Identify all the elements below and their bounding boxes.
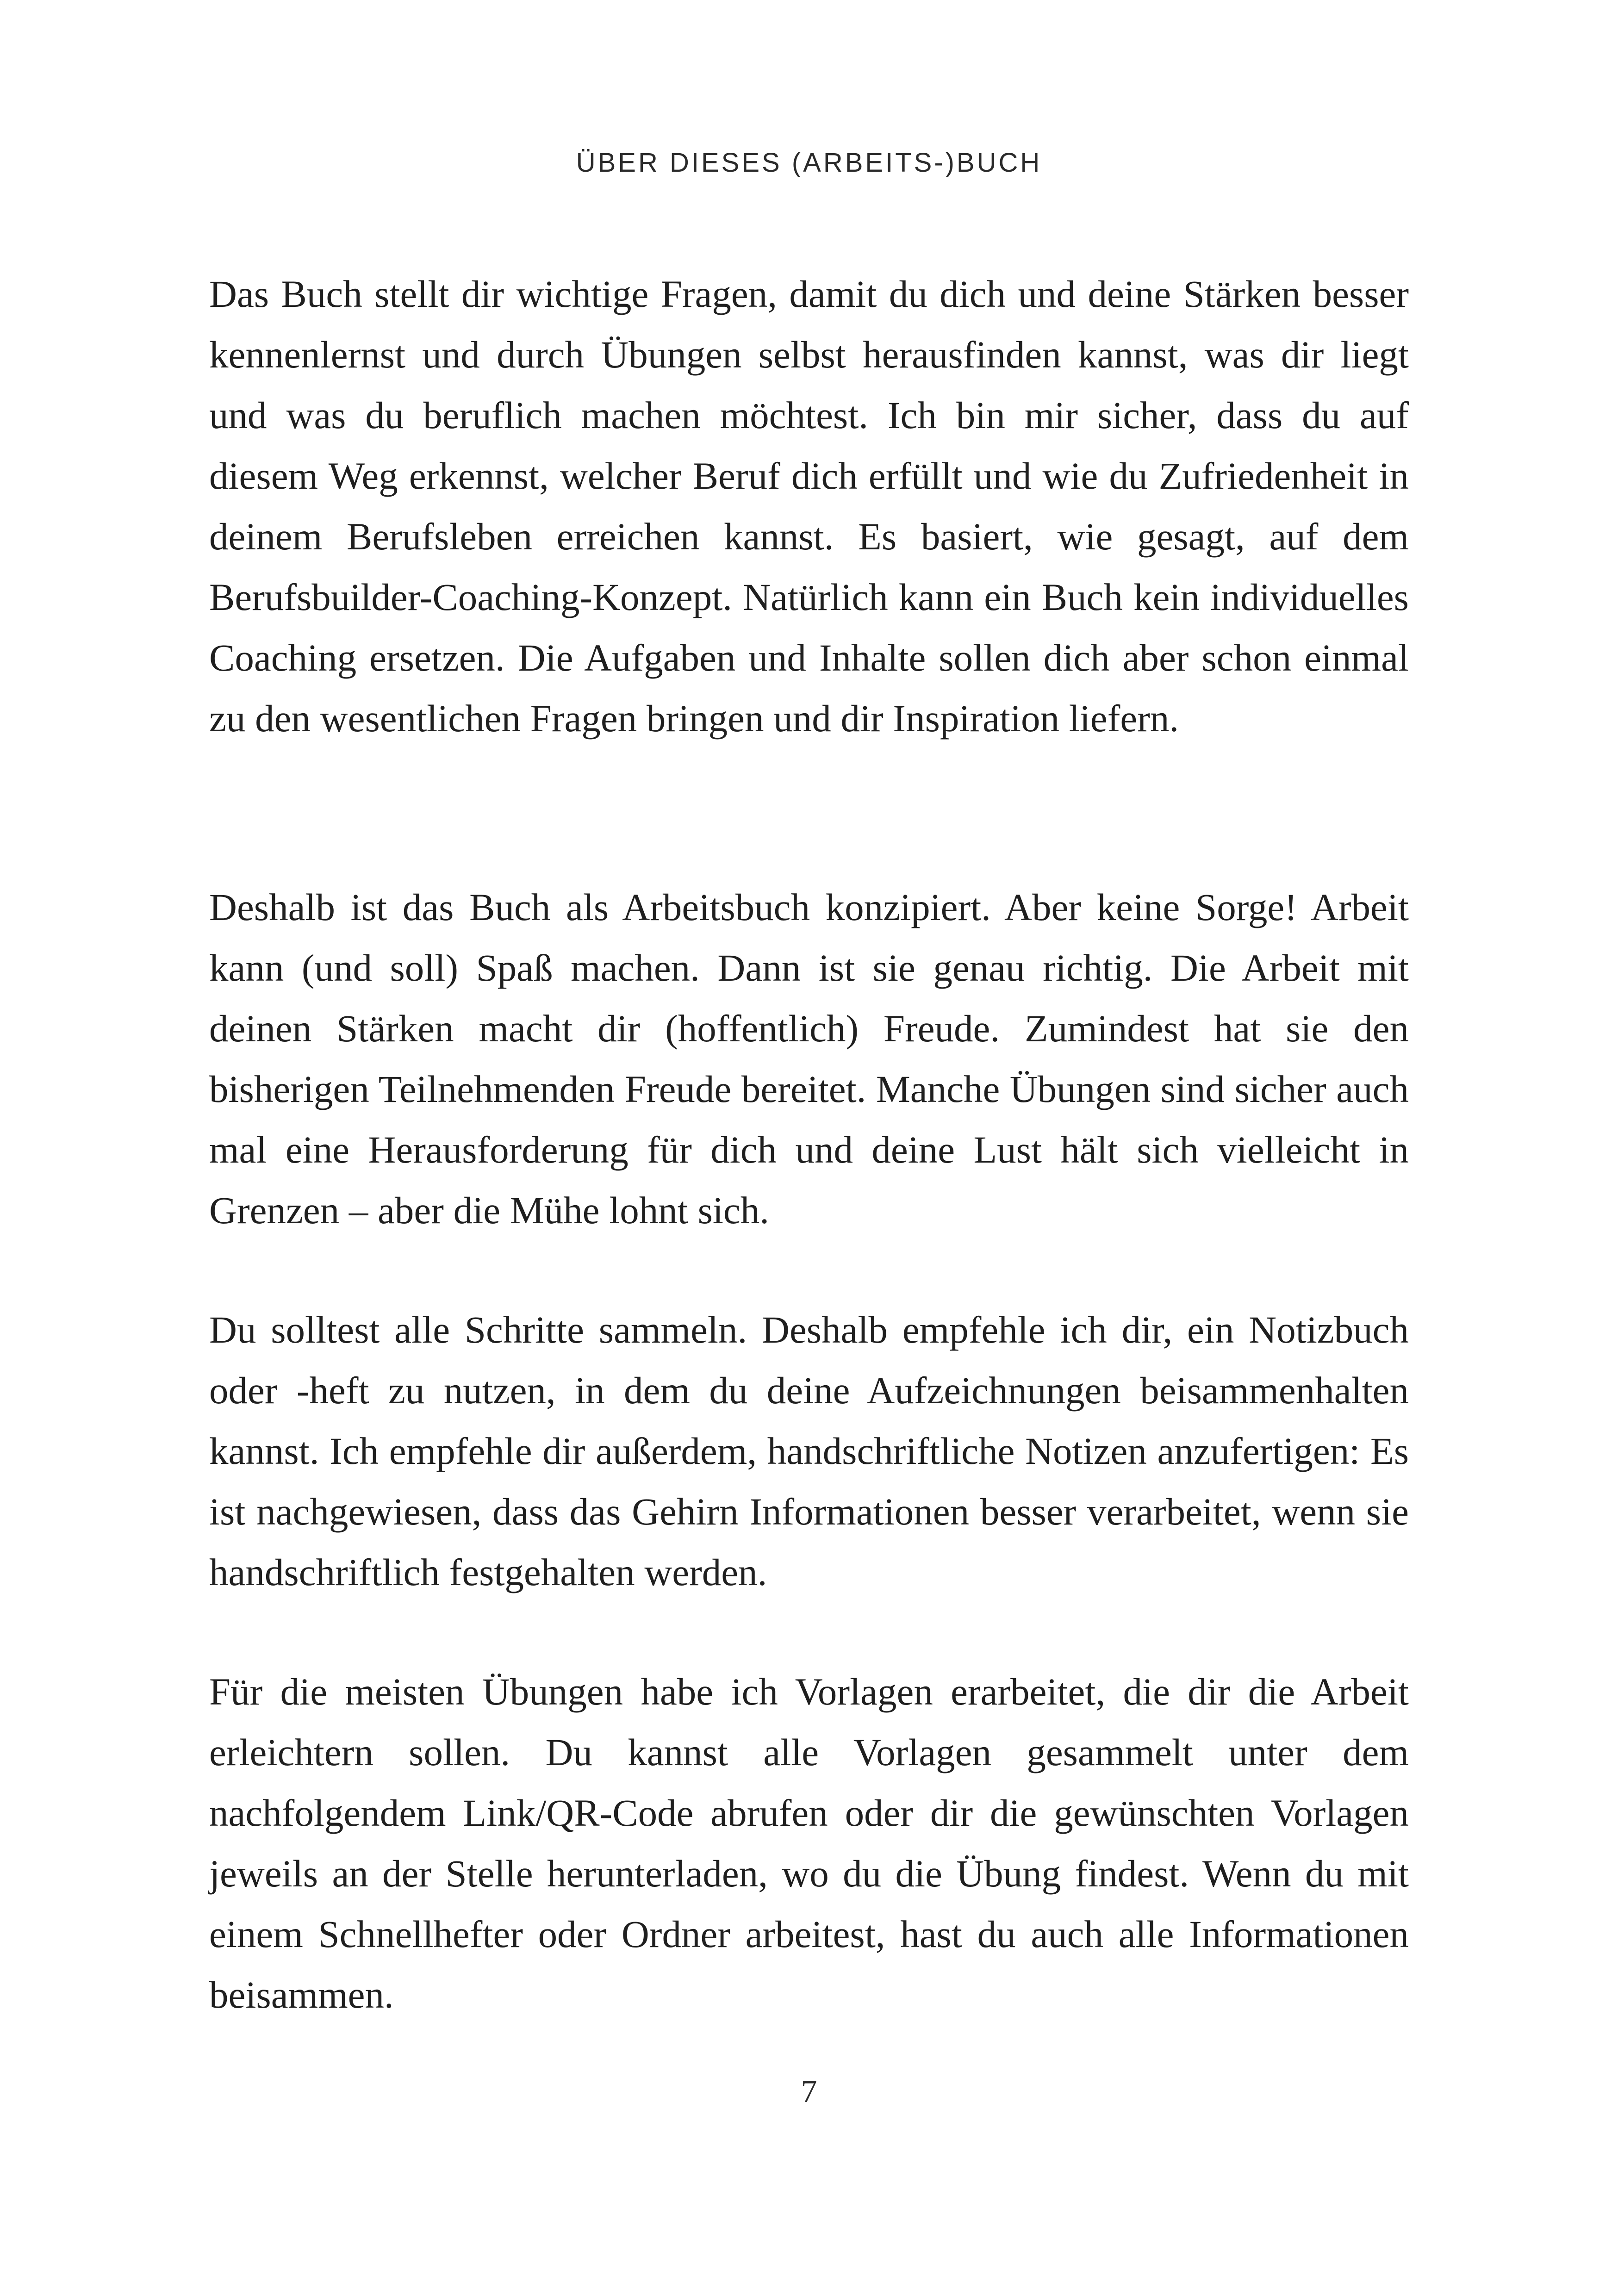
paragraph-2 — [209, 877, 1409, 1241]
paragraph-text: Für die meisten Übungen habe ich Vorlagen erarbeitet, die dir die Arbeit erleichtern sollen. Du kannst alle Vorlagen gesammelt unter dem nachfolgendem Link/QR-Code abrufen oder dir die gewünschten Vorlagen jeweils an der Stelle herunterladen, wo du die Übung findest. Wenn du mit einem Schnellhefter oder Ordner arbeitest, hast du auch alle Informationen beisammen. — [209, 1670, 1409, 2016]
paragraph-text: Deshalb ist das Buch als Arbeitsbuch konzipiert. Aber keine Sorge! Arbeit kann (und soll) Spaß machen. Dann ist sie genau richtig. Die Arbeit mit deinen Stärken macht dir (hoffentlich) Freude. Zumindest hat sie den bisherigen Teilnehmenden Freude bereitet. Manche Übungen sind sicher auch mal eine Herausforderung für dich und deine Lust hält sich vielleicht in Grenzen – aber die Mühe lohnt sich. — [209, 886, 1409, 1232]
paragraph-text: Das Buch stellt dir wichtige Fragen, damit du dich und deine Stärken besser kennenlernst und durch Übungen selbst herausfinden kannst, was dir liegt und was du beruflich machen möchtest. Ich bin mir sicher, dass du auf diesem Weg erkennst, welcher Beruf dich erfüllt und wie du Zufriedenheit in deinem Berufsleben erreichen kannst. Es basiert, wie gesagt, auf dem Berufsbuilder-Coaching-Konzept. Natürlich kann ein Buch kein individuelles Coaching ersetzen. Die Aufgaben und Inhalte sollen dich aber schon einmal zu den wesentlichen Fragen bringen und dir Inspiration liefern. — [209, 273, 1409, 740]
paragraph-4 — [209, 1661, 1409, 2025]
paragraph-3 — [209, 1300, 1409, 1603]
paragraph-1 — [209, 264, 1409, 749]
running-head-title: ÜBER DIESES (ARBEITS-)BUCH — [576, 148, 1042, 178]
page-number: 7 — [801, 2074, 817, 2109]
paragraph-text: Du solltest alle Schritte sammeln. Deshalb empfehle ich dir, ein Notizbuch oder -heft zu nutzen, in dem du deine Aufzeichnungen beisammenhalten kannst. Ich empfehle dir außerdem, handschriftliche Notizen anzufertigen: Es ist nachgewiesen, dass das Gehirn Informationen besser verarbeitet, wenn sie handschriftlich festgehalten werden. — [209, 1308, 1409, 1593]
